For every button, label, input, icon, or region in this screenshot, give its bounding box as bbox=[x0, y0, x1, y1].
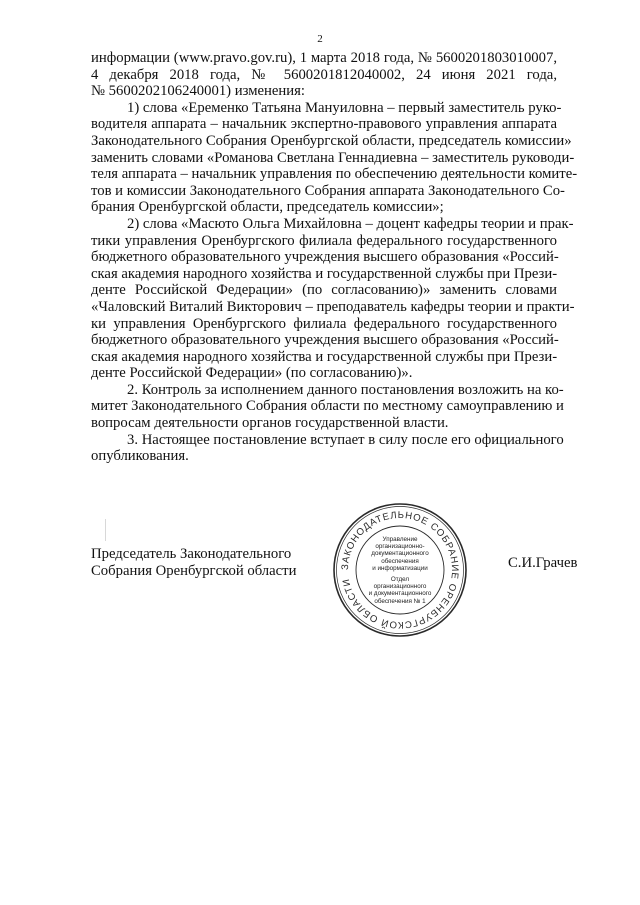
text-line: бюджетного образовательного учреждения высшего образования «Россий- bbox=[91, 249, 559, 266]
text-line: теля аппарата – начальник управления по обеспечению деятельности комите- bbox=[91, 166, 578, 183]
stamp-line: и информатизации bbox=[372, 564, 428, 572]
stamp-line: обеспечения bbox=[381, 557, 419, 565]
text-line: денте Российской Федерации» (по согласованию)». bbox=[91, 365, 413, 382]
text-line: тов и комиссии Законодательного Собрания аппарата Законодательного Со- bbox=[91, 182, 565, 199]
stamp-line: организационно- bbox=[375, 543, 425, 551]
text-line: заменить словами «Романова Светлана Геннадиевна – заместитель руководи- bbox=[91, 149, 575, 166]
faint-pen-mark bbox=[105, 519, 106, 541]
text-line: ская академия народного хозяйства и государственной службы при Прези- bbox=[91, 348, 558, 365]
text-line: тики управления Оренбургского филиала федерального государственного bbox=[91, 232, 557, 249]
text-line: «Чаловский Виталий Викторович – преподаватель кафедры теории и практи- bbox=[91, 298, 575, 315]
text-line: опубликования. bbox=[91, 448, 189, 465]
stamp-line: документационного bbox=[371, 550, 429, 558]
signature-block-position bbox=[91, 546, 296, 580]
text-line: 3. Настоящее постановление вступает в силу после его официального bbox=[127, 431, 564, 448]
text-line: бюджетного образовательного учреждения высшего образования «Россий- bbox=[91, 332, 559, 349]
text-line: № 5600202106240001) изменения: bbox=[91, 83, 305, 100]
text-line: ская академия народного хозяйства и государственной службы при Прези- bbox=[91, 265, 558, 282]
stamp-line: Управление bbox=[382, 536, 418, 543]
text-line: 4 декабря 2018 года, № 5600201812040002, 24 июня 2021 года, bbox=[91, 66, 557, 83]
official-stamp bbox=[331, 501, 469, 639]
text-line: информации (www.pravo.gov.ru), 1 марта 2018 года, № 5600201803010007, bbox=[91, 50, 557, 66]
text-line: вопросам деятельности органов государственной власти. bbox=[91, 415, 449, 432]
text-line: денте Российской Федерации» (по согласованию)» заменить словами bbox=[91, 282, 557, 299]
text-line: водителя аппарата – начальник экспертно-правового управления аппарата bbox=[91, 116, 557, 133]
text-line: 2. Контроль за исполнением данного постановления возложить на ко- bbox=[127, 381, 564, 398]
text-line: 1) слова «Еременко Татьяна Мануиловна – первый заместитель руко- bbox=[127, 99, 562, 116]
signature-position-line: Председатель Законодательного bbox=[91, 546, 292, 562]
stamp-line: и документационного bbox=[368, 590, 432, 598]
page-number: 2 bbox=[317, 33, 323, 45]
text-line: Законодательного Собрания Оренбургской области, председатель комиссии» bbox=[91, 132, 572, 149]
stamp-line: Отдел организационного bbox=[373, 576, 427, 591]
text-line: 2) слова «Масюто Ольга Михайловна – доцент кафедры теории и прак- bbox=[127, 215, 574, 232]
stamp-line: обеспечения № 1 bbox=[374, 597, 426, 605]
text-line: ки управления Оренбургского филиала федерального государственного bbox=[91, 315, 557, 332]
text-line: митет Законодательного Собрания области по местному самоуправлению и bbox=[91, 398, 564, 415]
stamp-inner-text bbox=[365, 536, 435, 605]
signature-position-line: Собрания Оренбургской области bbox=[91, 563, 297, 579]
signatory-name: С.И.Грачев bbox=[508, 555, 578, 571]
stamp-ring-text: ЗАКОНОДАТЕЛЬНОЕ СОБРАНИЕ ОРЕНБУРГСКОЙ ОБЛАСТИ bbox=[339, 509, 461, 631]
text-line: брания Оренбургской области, председатель комиссии»; bbox=[91, 199, 444, 216]
document-body bbox=[91, 50, 578, 465]
